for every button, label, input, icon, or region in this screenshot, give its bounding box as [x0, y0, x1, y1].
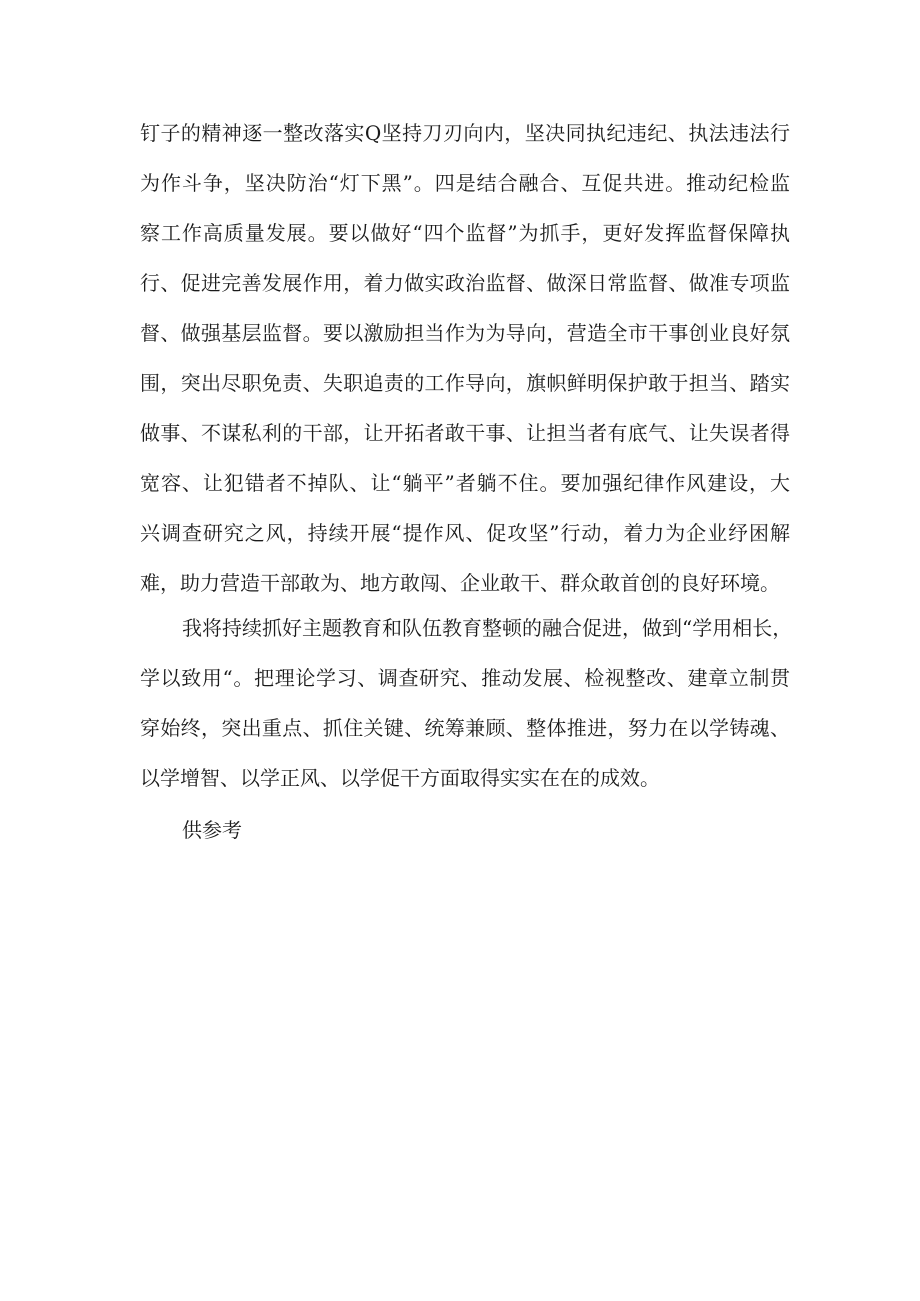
paragraph-line: 学以致用“。把理论学习、调查研究、推动发展、检视整改、建章立制贯 [140, 666, 790, 690]
paragraph-line: 穿始终，突出重点、抓住关键、统筹兼顾、整体推进，努力在以学铸魂、 [140, 716, 790, 740]
paragraph-line: 为作斗争，坚决防治“灯下黑”。四是结合融合、互促共进。推动纪检监 [140, 171, 790, 195]
paragraph-line: 难，助力营造干部敢为、地方敢闯、企业敢干、群众敢首创的良好环境。 [140, 571, 780, 595]
paragraph-line: 钉子的精神逐一整改落实Q坚持刀刃向内，坚决同执纪违纪、执法违法行 [140, 121, 790, 145]
paragraph-line: 以学增智、以学正风、以学促干方面取得实实在在的成效。 [140, 766, 660, 790]
paragraph-line: 我将持续抓好主题教育和队伍教育整顿的融合促进，做到“学用相长， [182, 616, 793, 640]
paragraph-line: 行、促进完善发展作用，着力做实政治监督、做深日常监督、做准专项监 [140, 271, 790, 295]
paragraph-line: 围，突出尽职免责、失职追责的工作导向，旗帜鲜明保护敢于担当、踏实 [140, 371, 790, 395]
paragraph-line: 督、做强基层监督。要以激励担当作为为导向，营造全市干事创业良好氛 [140, 321, 790, 345]
closing-note: 供参考 [182, 818, 242, 842]
paragraph-line: 做事、不谋私利的干部，让开拓者敢干事、让担当者有底气、让失误者得 [140, 421, 790, 445]
paragraph-line: 察工作高质量发展。要以做好“四个监督”为抓手，更好发挥监督保障执 [140, 221, 790, 245]
paragraph-line: 兴调查研究之风，持续开展“提作风、促攻坚”行动，着力为企业纾困解 [140, 521, 790, 545]
paragraph-line: 宽容、让犯错者不掉队、让“躺平”者躺不住。要加强纪律作风建设，大 [140, 471, 790, 495]
